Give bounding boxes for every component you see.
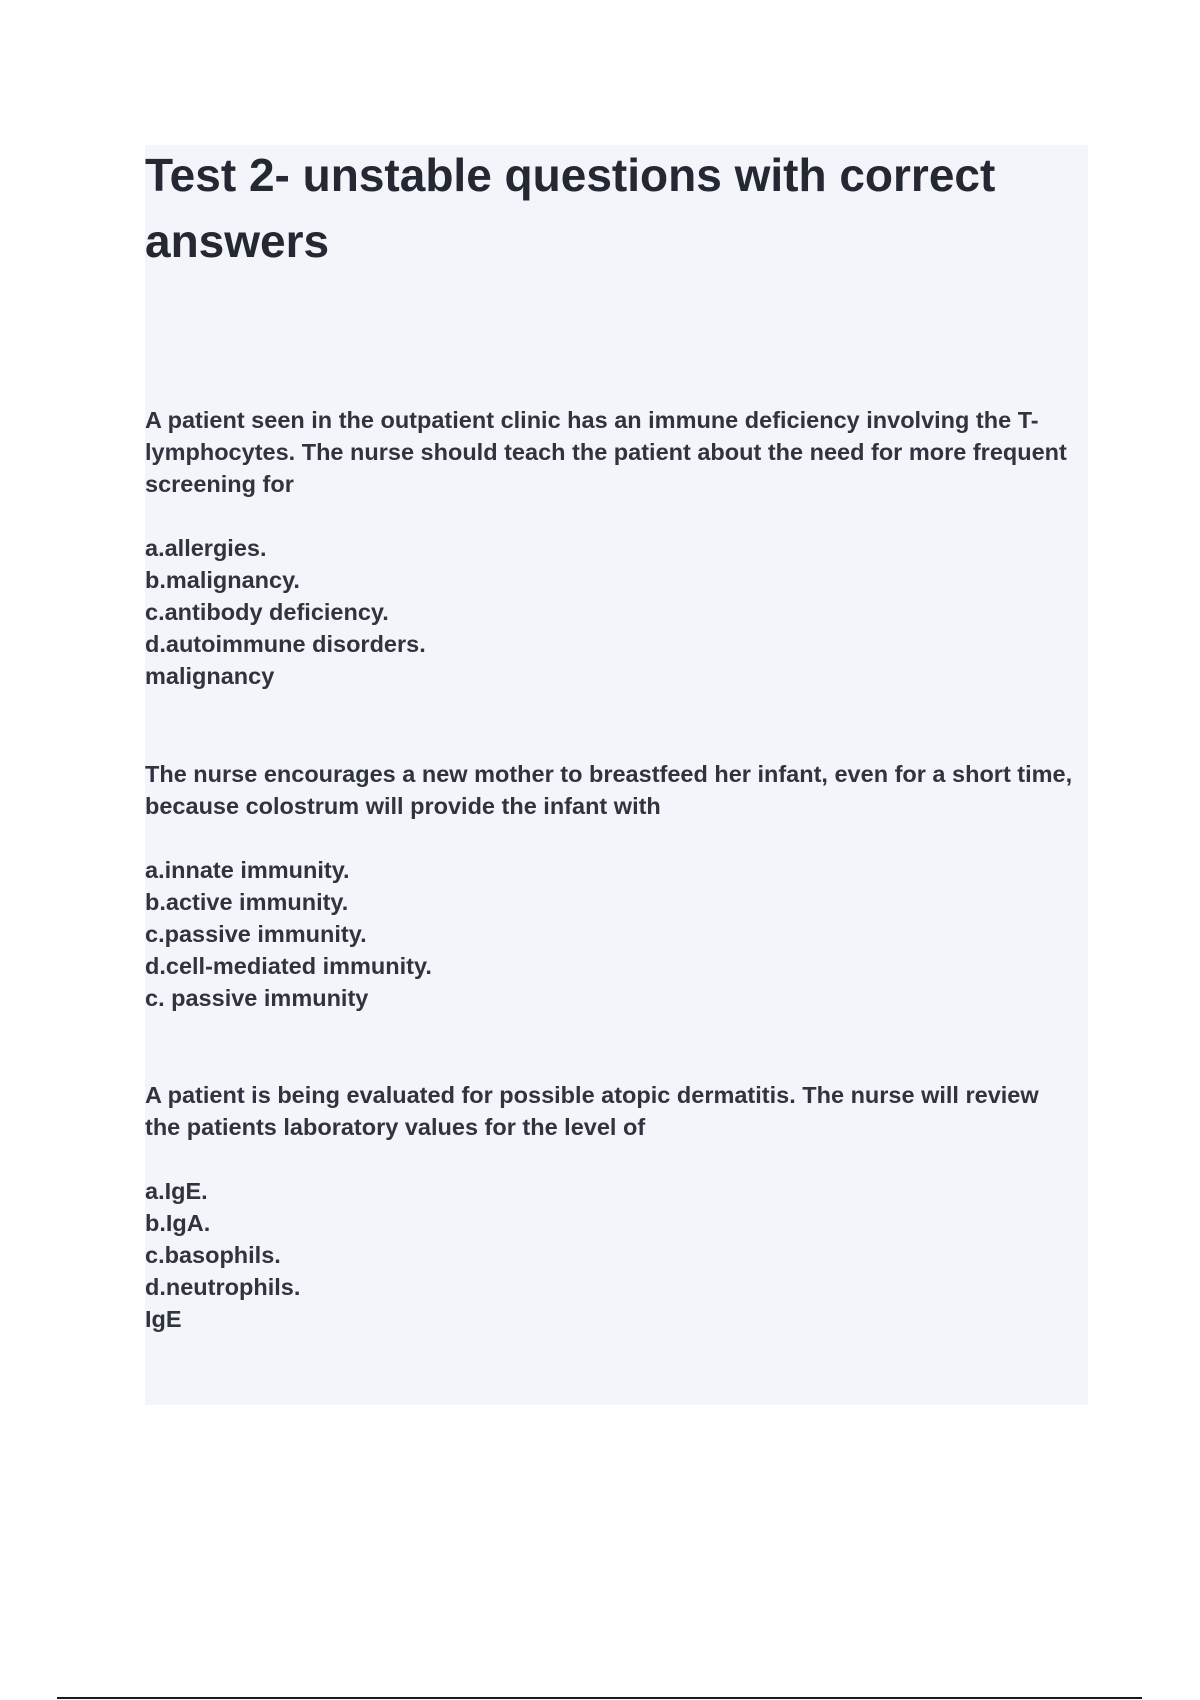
option-d: d.neutrophils. [145, 1274, 301, 1300]
option-b: b.malignancy. [145, 567, 300, 593]
question-stem: The nurse encourages a new mother to breastfeed her infant, even for a short time, because colostrum will provide the infant with [145, 761, 1073, 819]
question-block [145, 404, 1075, 692]
option-list [145, 1175, 1075, 1303]
option-a: a.allergies. [145, 535, 267, 561]
option-d: d.autoimmune disorders. [145, 631, 426, 657]
document-title: Test 2- unstable questions with correct answers [145, 149, 996, 267]
option-c: c.basophils. [145, 1242, 281, 1268]
option-c: c.passive immunity. [145, 921, 367, 947]
option-b: b.active immunity. [145, 889, 349, 915]
question-stem: A patient seen in the outpatient clinic has an immune deficiency involving the T-lymphocytes. The nurse should teach the patient about the need for more frequent screening for [145, 407, 1067, 497]
question-stem: A patient is being evaluated for possible atopic dermatitis. The nurse will review the patients laboratory values for the level of [145, 1082, 1039, 1140]
option-list [145, 532, 1075, 660]
option-a: a.IgE. [145, 1178, 208, 1204]
option-c: c.antibody deficiency. [145, 599, 389, 625]
footer-divider [57, 1697, 1142, 1699]
question-block [145, 1079, 1075, 1335]
question-block [145, 758, 1075, 1014]
option-a: a.innate immunity. [145, 857, 350, 883]
option-b: b.IgA. [145, 1210, 211, 1236]
correct-answer: c. passive immunity [145, 985, 369, 1011]
option-d: d.cell-mediated immunity. [145, 953, 432, 979]
correct-answer: IgE [145, 1306, 182, 1332]
option-list [145, 854, 1075, 982]
correct-answer: malignancy [145, 663, 275, 689]
